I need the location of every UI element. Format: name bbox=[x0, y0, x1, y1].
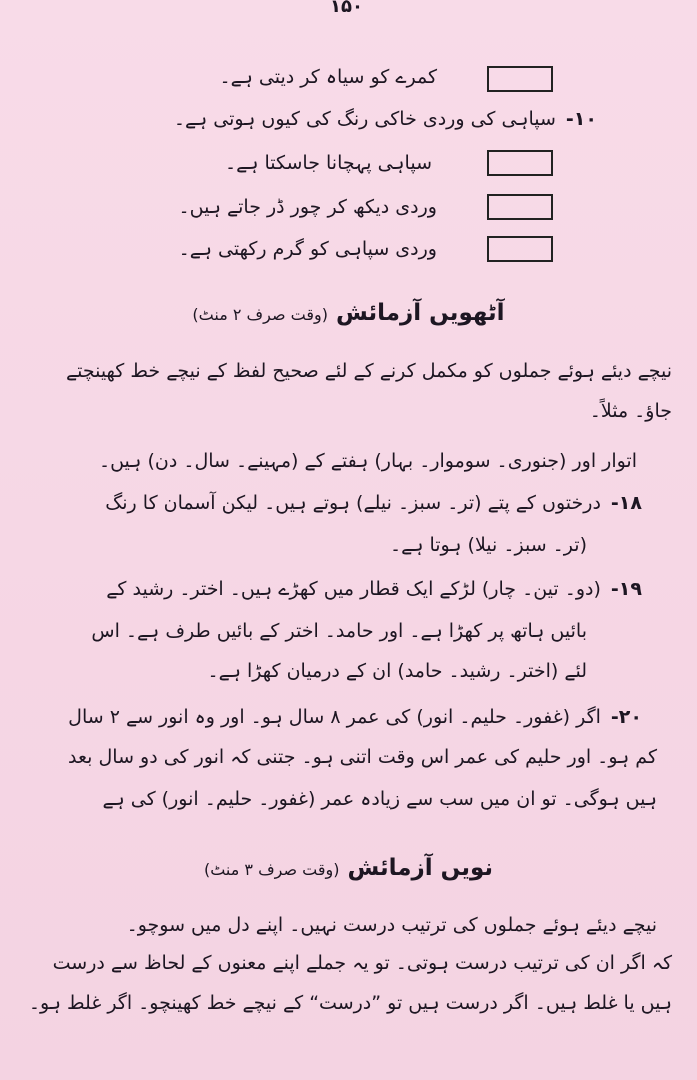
q18-text-1: درختوں کے پتے (تر۔ سبز۔ نیلے) ہوتے ہیں۔ لیکن آسمان کا رنگ bbox=[105, 492, 601, 514]
answer-box-q9[interactable] bbox=[487, 66, 553, 92]
test9-instruction-3: ہیں یا غلط ہیں۔ اگر درست ہیں تو ”درست“ کے نیچے خط کھینچو۔ اگر غلط ہو۔ bbox=[28, 992, 672, 1014]
q19-number: ۱۹- bbox=[610, 578, 642, 600]
q10-question bbox=[174, 106, 597, 132]
test8-instruction-2: جاؤ۔ مثلاً۔ bbox=[589, 400, 672, 422]
q10-question-text: سپاہی کی وردی خاکی رنگ کی کیوں ہوتی ہے۔ bbox=[173, 108, 556, 130]
q20-line-2: کم ہو۔ اور حلیم کی عمر اس وقت اتنی ہو۔ جتنی کہ انور کی دو سال بعد bbox=[68, 746, 657, 768]
q10-option-3: وردی سپاہی کو گرم رکھتی ہے۔ bbox=[178, 238, 437, 260]
q9-tail-text: کمرے کو سیاہ کر دیتی ہے۔ bbox=[219, 66, 437, 88]
q20-line-3: ہیں ہوگی۔ تو ان میں سب سے زیادہ عمر (غفور۔ حلیم۔ انور) کی ہے bbox=[102, 788, 657, 810]
q19-text-1: (دو۔ تین۔ چار) لڑکے ایک قطار میں کھڑے ہیں۔ اختر۔ رشید کے bbox=[106, 578, 601, 600]
test8-instruction-1: نیچے دیئے ہوئے جملوں کو مکمل کرنے کے لئے صحیح لفظ کے نیچے خط کھینچتے bbox=[65, 360, 672, 382]
page-number: ۱۵۰ bbox=[330, 0, 363, 17]
q19-line-3: لئے (اختر۔ رشید۔ حامد) ان کے درمیان کھڑا ہے۔ bbox=[207, 660, 587, 682]
answer-box-q10-2[interactable] bbox=[487, 194, 553, 220]
answer-box-q10-1[interactable] bbox=[487, 150, 553, 176]
q20-line-1 bbox=[68, 704, 642, 730]
q18-line-2: (تر۔ سبز۔ نیلا) ہوتا ہے۔ bbox=[390, 534, 587, 556]
test9-time: (وقت صرف ۳ منٹ) bbox=[203, 860, 340, 879]
test8-heading bbox=[0, 300, 697, 326]
q18-number: ۱۸- bbox=[610, 492, 642, 514]
q18-line-1 bbox=[105, 490, 642, 516]
test9-heading bbox=[0, 855, 697, 881]
answer-box-q10-3[interactable] bbox=[487, 236, 553, 262]
q19-line-2: بائیں ہاتھ پر کھڑا ہے۔ اور حامد۔ اختر کے بائیں طرف ہے۔ اس bbox=[91, 620, 587, 642]
q20-text-1: اگر (غفور۔ حلیم۔ انور) کی عمر ۸ سال ہو۔ اور وہ انور سے ۲ سال bbox=[68, 706, 601, 728]
test9-instruction-1: نیچے دیئے ہوئے جملوں کی ترتیب درست نہیں۔ اپنے دل میں سوچو۔ bbox=[126, 914, 657, 936]
test8-time: (وقت صرف ۲ منٹ) bbox=[192, 305, 328, 324]
q20-number: ۲۰- bbox=[610, 706, 642, 728]
test8-example: اتوار اور (جنوری۔ سوموار۔ بہار) ہفتے کے (مہینے۔ سال۔ دن) ہیں۔ bbox=[98, 450, 637, 472]
test8-title: آٹھویں آزمائش bbox=[335, 300, 505, 326]
q10-option-1: سپاہی پہچانا جاسکتا ہے۔ bbox=[225, 152, 432, 174]
q19-line-1 bbox=[106, 576, 642, 602]
test9-instruction-2: کہ اگر ان کی ترتیب درست ہوتی۔ تو یہ جملے اپنے معنوں کے لحاظ سے درست bbox=[52, 952, 672, 974]
test9-title: نویں آزمائش bbox=[347, 855, 494, 881]
q10-option-2: وردی دیکھ کر چور ڈر جاتے ہیں۔ bbox=[178, 196, 437, 218]
q10-number: ۱۰- bbox=[565, 108, 597, 130]
